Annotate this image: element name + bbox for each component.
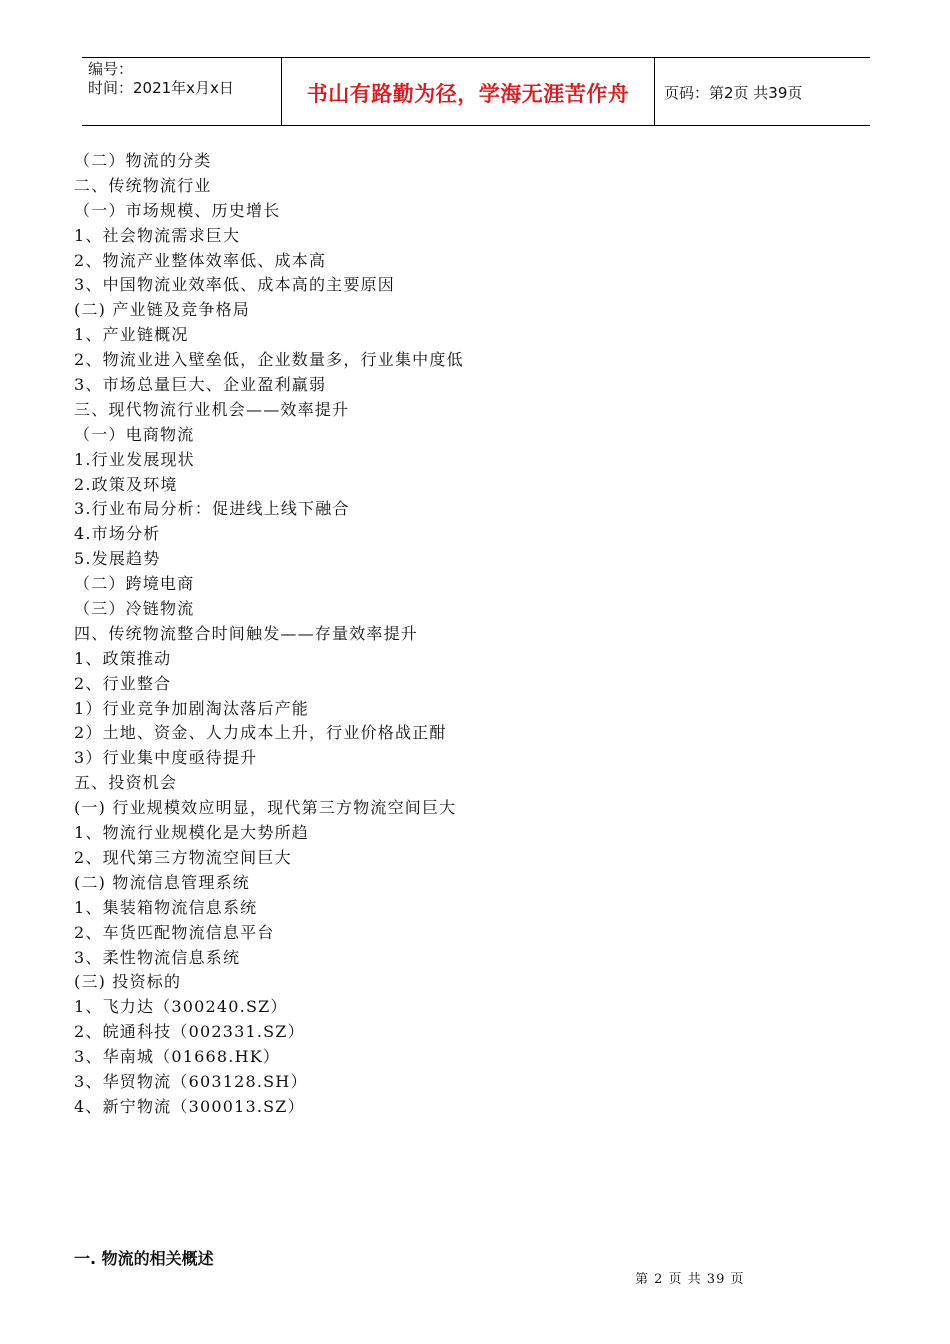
toc-item: 2、车货匹配物流信息平台 bbox=[74, 922, 275, 942]
toc-item: 3、华贸物流（603128.SH） bbox=[74, 1071, 308, 1091]
header-bottom-rule bbox=[82, 125, 870, 126]
header-top-rule bbox=[82, 57, 870, 58]
toc-item: 2、现代第三方物流空间巨大 bbox=[74, 847, 292, 867]
toc-item: （二）物流的分类 bbox=[74, 151, 212, 170]
toc-item: (三) 投资标的 bbox=[74, 972, 182, 992]
toc-item: 3.行业布局分析：促进线上线下融合 bbox=[74, 499, 350, 519]
number-label: 编号： bbox=[88, 60, 134, 78]
header-divider-right bbox=[654, 57, 655, 126]
toc-item: 1、社会物流需求巨大 bbox=[74, 225, 241, 245]
toc-item: 2.政策及环境 bbox=[74, 474, 178, 494]
toc-item: 2、皖通科技（002331.SZ） bbox=[74, 1022, 305, 1042]
toc-item: (二) 产业链及竞争格局 bbox=[74, 300, 250, 320]
time-label: 时间：2021年x月x日 bbox=[88, 79, 234, 97]
toc-item: 1、政策推动 bbox=[74, 648, 172, 668]
toc-item: 四、传统物流整合时间触发——存量效率提升 bbox=[74, 623, 419, 643]
toc-item: 4.市场分析 bbox=[74, 524, 161, 544]
toc-item: (二) 物流信息管理系统 bbox=[74, 872, 250, 892]
toc-item: 1.行业发展现状 bbox=[74, 449, 195, 469]
toc-item: (一) 行业规模效应明显，现代第三方物流空间巨大 bbox=[74, 798, 457, 818]
toc-item: 2、物流业进入壁垒低，企业数量多，行业集中度低 bbox=[74, 350, 464, 370]
toc-item: 1、飞力达（300240.SZ） bbox=[74, 997, 288, 1017]
toc-item: 二、传统物流行业 bbox=[74, 175, 212, 195]
toc-item: 3、华南城（01668.HK） bbox=[74, 1047, 281, 1067]
toc-item: 2、物流产业整体效率低、成本高 bbox=[74, 250, 327, 270]
toc-item: 3、柔性物流信息系统 bbox=[74, 947, 241, 967]
section-title: 一. 物流的相关概述 bbox=[74, 1249, 214, 1268]
toc-item: 1、物流行业规模化是大势所趋 bbox=[74, 823, 309, 843]
toc-item: 3、市场总量巨大、企业盈利羸弱 bbox=[74, 375, 327, 395]
header-meta bbox=[88, 60, 234, 98]
toc-item: 2）土地、资金、人力成本上升，行业价格战正酣 bbox=[74, 723, 447, 743]
toc-item: 5.发展趋势 bbox=[74, 549, 161, 569]
toc-item: 五、投资机会 bbox=[74, 773, 178, 793]
toc-item: （二）跨境电商 bbox=[74, 574, 195, 594]
header-page-label: 页码：第2页 共39页 bbox=[664, 84, 803, 102]
toc-item: （三）冷链物流 bbox=[74, 599, 195, 619]
toc-item: （一）市场规模、历史增长 bbox=[74, 200, 281, 220]
toc-item: （一）电商物流 bbox=[74, 424, 195, 444]
toc-item: 1、产业链概况 bbox=[74, 325, 189, 345]
toc-item: 3）行业集中度亟待提升 bbox=[74, 748, 258, 768]
toc-item: 三、现代物流行业机会——效率提升 bbox=[74, 399, 350, 419]
toc-item: 1、集装箱物流信息系统 bbox=[74, 897, 258, 917]
page-footer: 第 2 页 共 39 页 bbox=[635, 1272, 745, 1287]
toc-item: 2、行业整合 bbox=[74, 673, 172, 693]
toc-item: 4、新宁物流（300013.SZ） bbox=[74, 1096, 305, 1116]
table-of-contents bbox=[74, 149, 464, 1120]
header-motto: 书山有路勤为径，学海无涯苦作舟 bbox=[306, 82, 630, 106]
toc-item: 1）行业竞争加剧淘汰落后产能 bbox=[74, 698, 309, 718]
toc-item: 3、中国物流业效率低、成本高的主要原因 bbox=[74, 275, 395, 295]
